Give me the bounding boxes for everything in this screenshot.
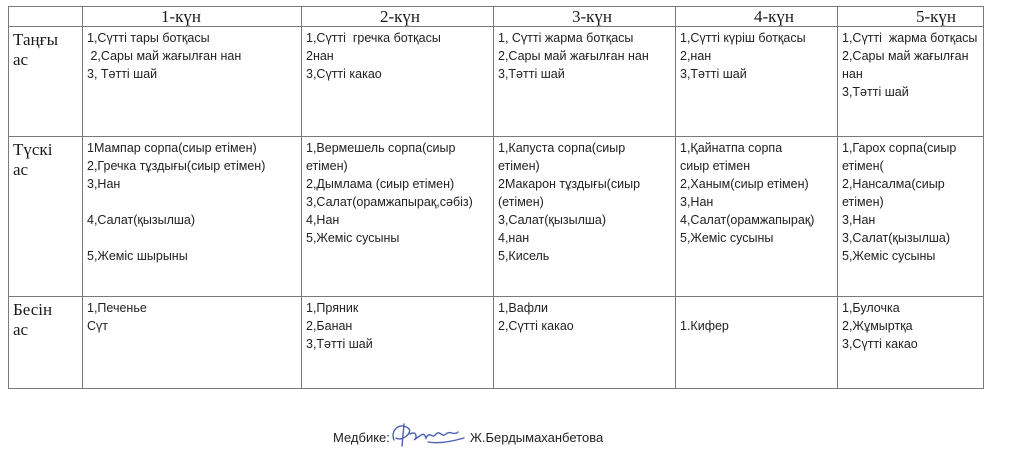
menu-cell: 1,Қайнатпа сорпа сиыр етімен 2,Ханым(сиыр етімен) 3,Нан 4,Салат(орамжапырақ) 5,Жеміс сусыны <box>676 137 838 297</box>
menu-cell: 1,Сүтті күріш ботқасы 2,нан 3,Тәтті шай <box>676 27 838 137</box>
corner-cell <box>9 7 83 27</box>
meal-row-lunch <box>9 137 984 297</box>
menu-cell: 1,Гарох сорпа(сиыр етімен( 2,Нансалма(сиыр етімен) 3,Нан 3,Салат(қызылша) 5,Жеміс сусыны <box>838 137 984 297</box>
menu-cell: 1,Булочка 2,Жұмыртқа 3,Сүтті какао <box>838 297 984 389</box>
day-header: 2-күн <box>302 7 494 27</box>
menu-cell: 1,Сүтті жарма ботқасы 2,Сары май жағылған нан 3,Тәтті шай <box>838 27 984 137</box>
menu-cell: 1,Вафли 2,Сүтті какао <box>494 297 676 389</box>
day-header: 1-күн <box>83 7 302 27</box>
menu-cell: 1,Капуста сорпа(сиыр етімен) 2Макарон тұздығы(сиыр (етімен) 3,Салат(қызылша) 4,нан 5,Кисель <box>494 137 676 297</box>
signature-role: Медбике: <box>333 429 390 445</box>
menu-cell: 1,Сүтті гречка ботқасы 2нан 3,Сүтті какао <box>302 27 494 137</box>
menu-cell: 1,Вермешель сорпа(сиыр етімен) 2,Дымлама (сиыр етімен) 3,Салат(орамжапырақ,сәбіз) 4,Нан 5,Жеміс сусыны <box>302 137 494 297</box>
signature-name: Ж.Бердымаханбетова <box>469 429 604 445</box>
menu-cell: 1.Кифер <box>676 297 838 389</box>
menu-cell: 1,Печенье Сүт <box>83 297 302 389</box>
meal-label: Түскі ас <box>9 137 83 297</box>
day-header: 3-күн <box>494 7 676 27</box>
meal-label: Бесін ас <box>9 297 83 389</box>
menu-cell: 1Мампар сорпа(сиыр етімен) 2,Гречка тұздығы(сиыр етімен) 3,Нан 4,Салат(қызылша) 5,Жеміс шырыны <box>83 137 302 297</box>
meal-row-afternoon-snack <box>9 297 984 389</box>
menu-cell: 1, Сүтті жарма ботқасы 2,Сары май жағылған нан 3,Тәтті шай <box>494 27 676 137</box>
day-header: 4-күн <box>676 7 838 27</box>
meal-label: Таңғы ас <box>9 27 83 137</box>
meal-row-breakfast <box>9 27 984 137</box>
signature-line <box>333 423 603 451</box>
menu-cell: 1,Сүтті тары ботқасы 2,Сары май жағылған нан 3, Тәтті шай <box>83 27 302 137</box>
menu-cell: 1,Пряник 2,Банан 3,Тәтті шай <box>302 297 494 389</box>
handwritten-signature-icon <box>388 420 472 448</box>
menu-table <box>8 6 984 389</box>
day-header: 5-күн <box>838 7 984 27</box>
day-header-row <box>9 7 984 27</box>
